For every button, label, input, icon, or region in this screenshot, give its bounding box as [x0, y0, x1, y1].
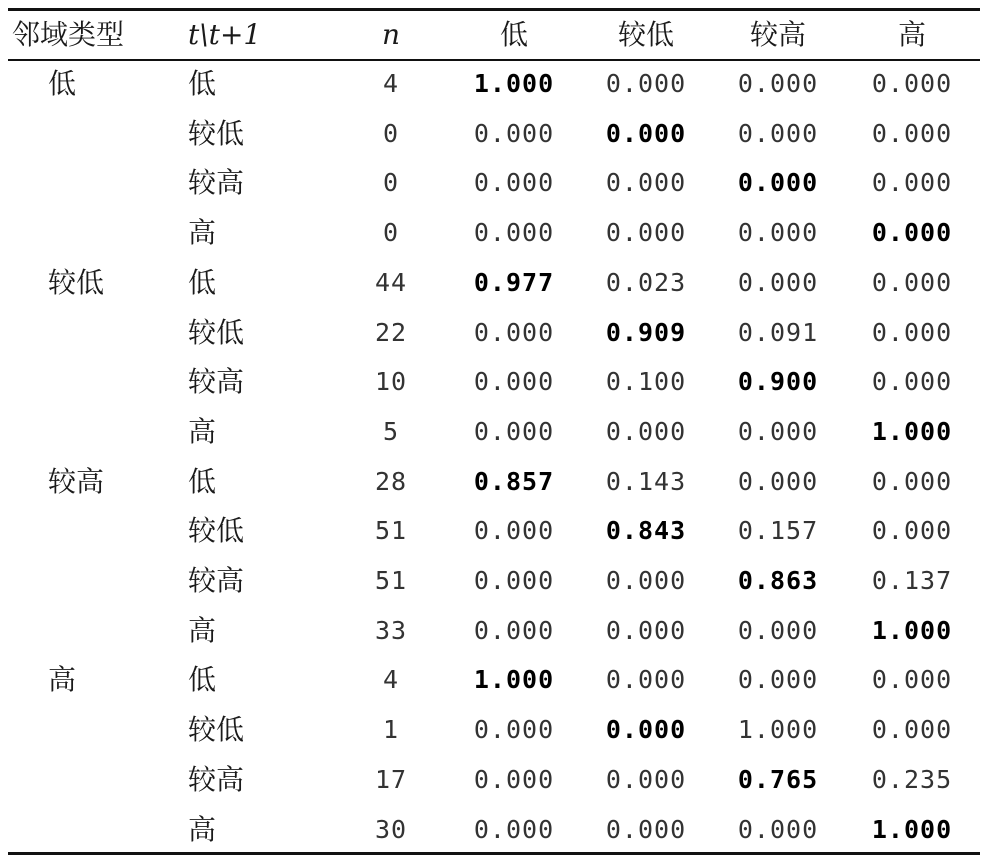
sample-count-cell: 17 — [374, 764, 408, 794]
sample-count-cell: 4 — [382, 69, 400, 98]
probability-cell: 0.000 — [473, 764, 555, 794]
probability-cell: 0.000 — [871, 367, 953, 397]
from-state-label: 较高 — [188, 564, 245, 597]
sample-count-cell: 0 — [382, 218, 400, 248]
probability-cell: 0.023 — [605, 267, 687, 297]
from-state-label: 低 — [188, 464, 217, 498]
sample-count-cell: 51 — [374, 566, 408, 595]
probability-cell-diagonal: 0.909 — [605, 317, 687, 347]
probability-cell: 0.000 — [737, 466, 819, 496]
probability-cell-diagonal: 0.843 — [605, 516, 687, 546]
probability-cell-diagonal: 0.765 — [737, 764, 819, 794]
probability-cell: 0.000 — [871, 516, 953, 546]
neighborhood-type-label: 较高 — [48, 464, 105, 498]
from-state-label: 较低 — [188, 514, 245, 548]
probability-cell: 0.000 — [605, 665, 687, 695]
probability-cell-diagonal: 1.000 — [871, 814, 953, 844]
probability-cell: 0.000 — [871, 665, 953, 695]
header-low: 低 — [499, 18, 528, 51]
probability-cell: 0.000 — [737, 69, 819, 98]
sample-count-cell: 5 — [382, 416, 400, 446]
neighborhood-type-label: 低 — [48, 67, 77, 100]
sample-count-cell: 33 — [374, 615, 408, 645]
probability-cell-diagonal: 1.000 — [473, 665, 555, 695]
table-top-rule — [8, 8, 980, 11]
probability-cell: 0.000 — [737, 416, 819, 446]
probability-cell-diagonal: 0.000 — [737, 168, 819, 198]
from-state-label: 高 — [188, 216, 217, 250]
probability-cell: 0.143 — [605, 466, 687, 496]
probability-cell-diagonal: 0.000 — [871, 218, 953, 248]
probability-cell-diagonal: 0.000 — [605, 118, 687, 148]
sample-count-cell: 51 — [374, 516, 408, 546]
probability-cell-diagonal: 1.000 — [871, 615, 953, 645]
probability-cell: 0.000 — [605, 416, 687, 446]
neighborhood-type-label: 较低 — [48, 265, 105, 299]
probability-cell: 0.000 — [473, 814, 555, 844]
sample-count-cell: 22 — [374, 317, 408, 347]
from-state-label: 低 — [188, 663, 217, 697]
table-header-rule — [8, 59, 980, 61]
probability-cell: 0.000 — [605, 218, 687, 248]
probability-cell: 0.000 — [473, 118, 555, 148]
probability-cell: 0.000 — [473, 516, 555, 546]
sample-count-cell: 0 — [382, 168, 400, 198]
probability-cell-diagonal: 1.000 — [871, 416, 953, 446]
probability-cell: 0.091 — [737, 317, 819, 347]
probability-cell: 0.000 — [605, 764, 687, 794]
probability-cell: 0.157 — [737, 516, 819, 546]
from-state-label: 较低 — [188, 315, 245, 349]
probability-cell-diagonal: 0.857 — [473, 466, 555, 496]
probability-cell: 0.000 — [871, 267, 953, 297]
probability-cell: 0.000 — [871, 69, 953, 98]
header-n: n — [381, 18, 401, 51]
from-state-label: 较低 — [188, 116, 245, 150]
from-state-label: 高 — [188, 613, 217, 647]
probability-cell: 1.000 — [737, 715, 819, 745]
header-high: 高 — [897, 18, 926, 51]
probability-cell: 0.000 — [473, 715, 555, 745]
probability-cell: 0.000 — [473, 317, 555, 347]
sample-count-cell: 44 — [374, 267, 408, 297]
sample-count-cell: 30 — [374, 814, 408, 844]
probability-cell: 0.000 — [737, 118, 819, 148]
probability-cell: 0.000 — [473, 615, 555, 645]
transition-matrix-table — [8, 8, 980, 855]
probability-cell: 0.000 — [605, 615, 687, 645]
sample-count-cell: 0 — [382, 118, 400, 148]
probability-cell: 0.137 — [871, 566, 953, 595]
sample-count-cell: 4 — [382, 665, 400, 695]
header-lower: 较低 — [617, 18, 674, 51]
probability-cell: 0.000 — [737, 814, 819, 844]
probability-cell: 0.000 — [737, 665, 819, 695]
from-state-label: 高 — [188, 812, 217, 846]
sample-count-cell: 10 — [374, 367, 408, 397]
sample-count-cell: 28 — [374, 466, 408, 496]
probability-cell: 0.100 — [605, 367, 687, 397]
probability-cell: 0.000 — [605, 168, 687, 198]
probability-cell-diagonal: 0.977 — [473, 267, 555, 297]
probability-cell: 0.000 — [737, 218, 819, 248]
from-state-label: 低 — [188, 67, 217, 100]
from-state-label: 低 — [188, 265, 217, 299]
probability-cell: 0.000 — [473, 218, 555, 248]
from-state-label: 较低 — [188, 713, 245, 747]
probability-cell-diagonal: 1.000 — [473, 69, 555, 98]
probability-cell: 0.000 — [737, 615, 819, 645]
from-state-label: 较高 — [188, 365, 245, 399]
probability-cell: 0.000 — [871, 118, 953, 148]
header-higher: 较高 — [749, 18, 806, 51]
probability-cell-diagonal: 0.863 — [737, 566, 819, 595]
neighborhood-type-label: 高 — [48, 663, 77, 697]
header-transition: t\t+1 — [188, 18, 262, 51]
from-state-label: 较高 — [188, 762, 245, 796]
probability-cell: 0.000 — [605, 566, 687, 595]
table-bottom-rule — [8, 852, 980, 855]
probability-cell: 0.000 — [871, 168, 953, 198]
probability-cell: 0.000 — [605, 814, 687, 844]
probability-cell: 0.000 — [473, 566, 555, 595]
probability-cell: 0.000 — [737, 267, 819, 297]
probability-cell: 0.000 — [473, 168, 555, 198]
probability-cell: 0.000 — [473, 367, 555, 397]
probability-cell-diagonal: 0.900 — [737, 367, 819, 397]
from-state-label: 高 — [188, 414, 217, 448]
from-state-label: 较高 — [188, 166, 245, 200]
probability-cell: 0.000 — [871, 466, 953, 496]
probability-cell: 0.000 — [871, 715, 953, 745]
sample-count-cell: 1 — [382, 715, 400, 745]
probability-cell: 0.000 — [871, 317, 953, 347]
probability-cell-diagonal: 0.000 — [605, 715, 687, 745]
probability-cell: 0.000 — [473, 416, 555, 446]
probability-cell: 0.000 — [605, 69, 687, 98]
probability-cell: 0.235 — [871, 764, 953, 794]
header-neighborhood-type: 邻域类型 — [12, 18, 125, 51]
